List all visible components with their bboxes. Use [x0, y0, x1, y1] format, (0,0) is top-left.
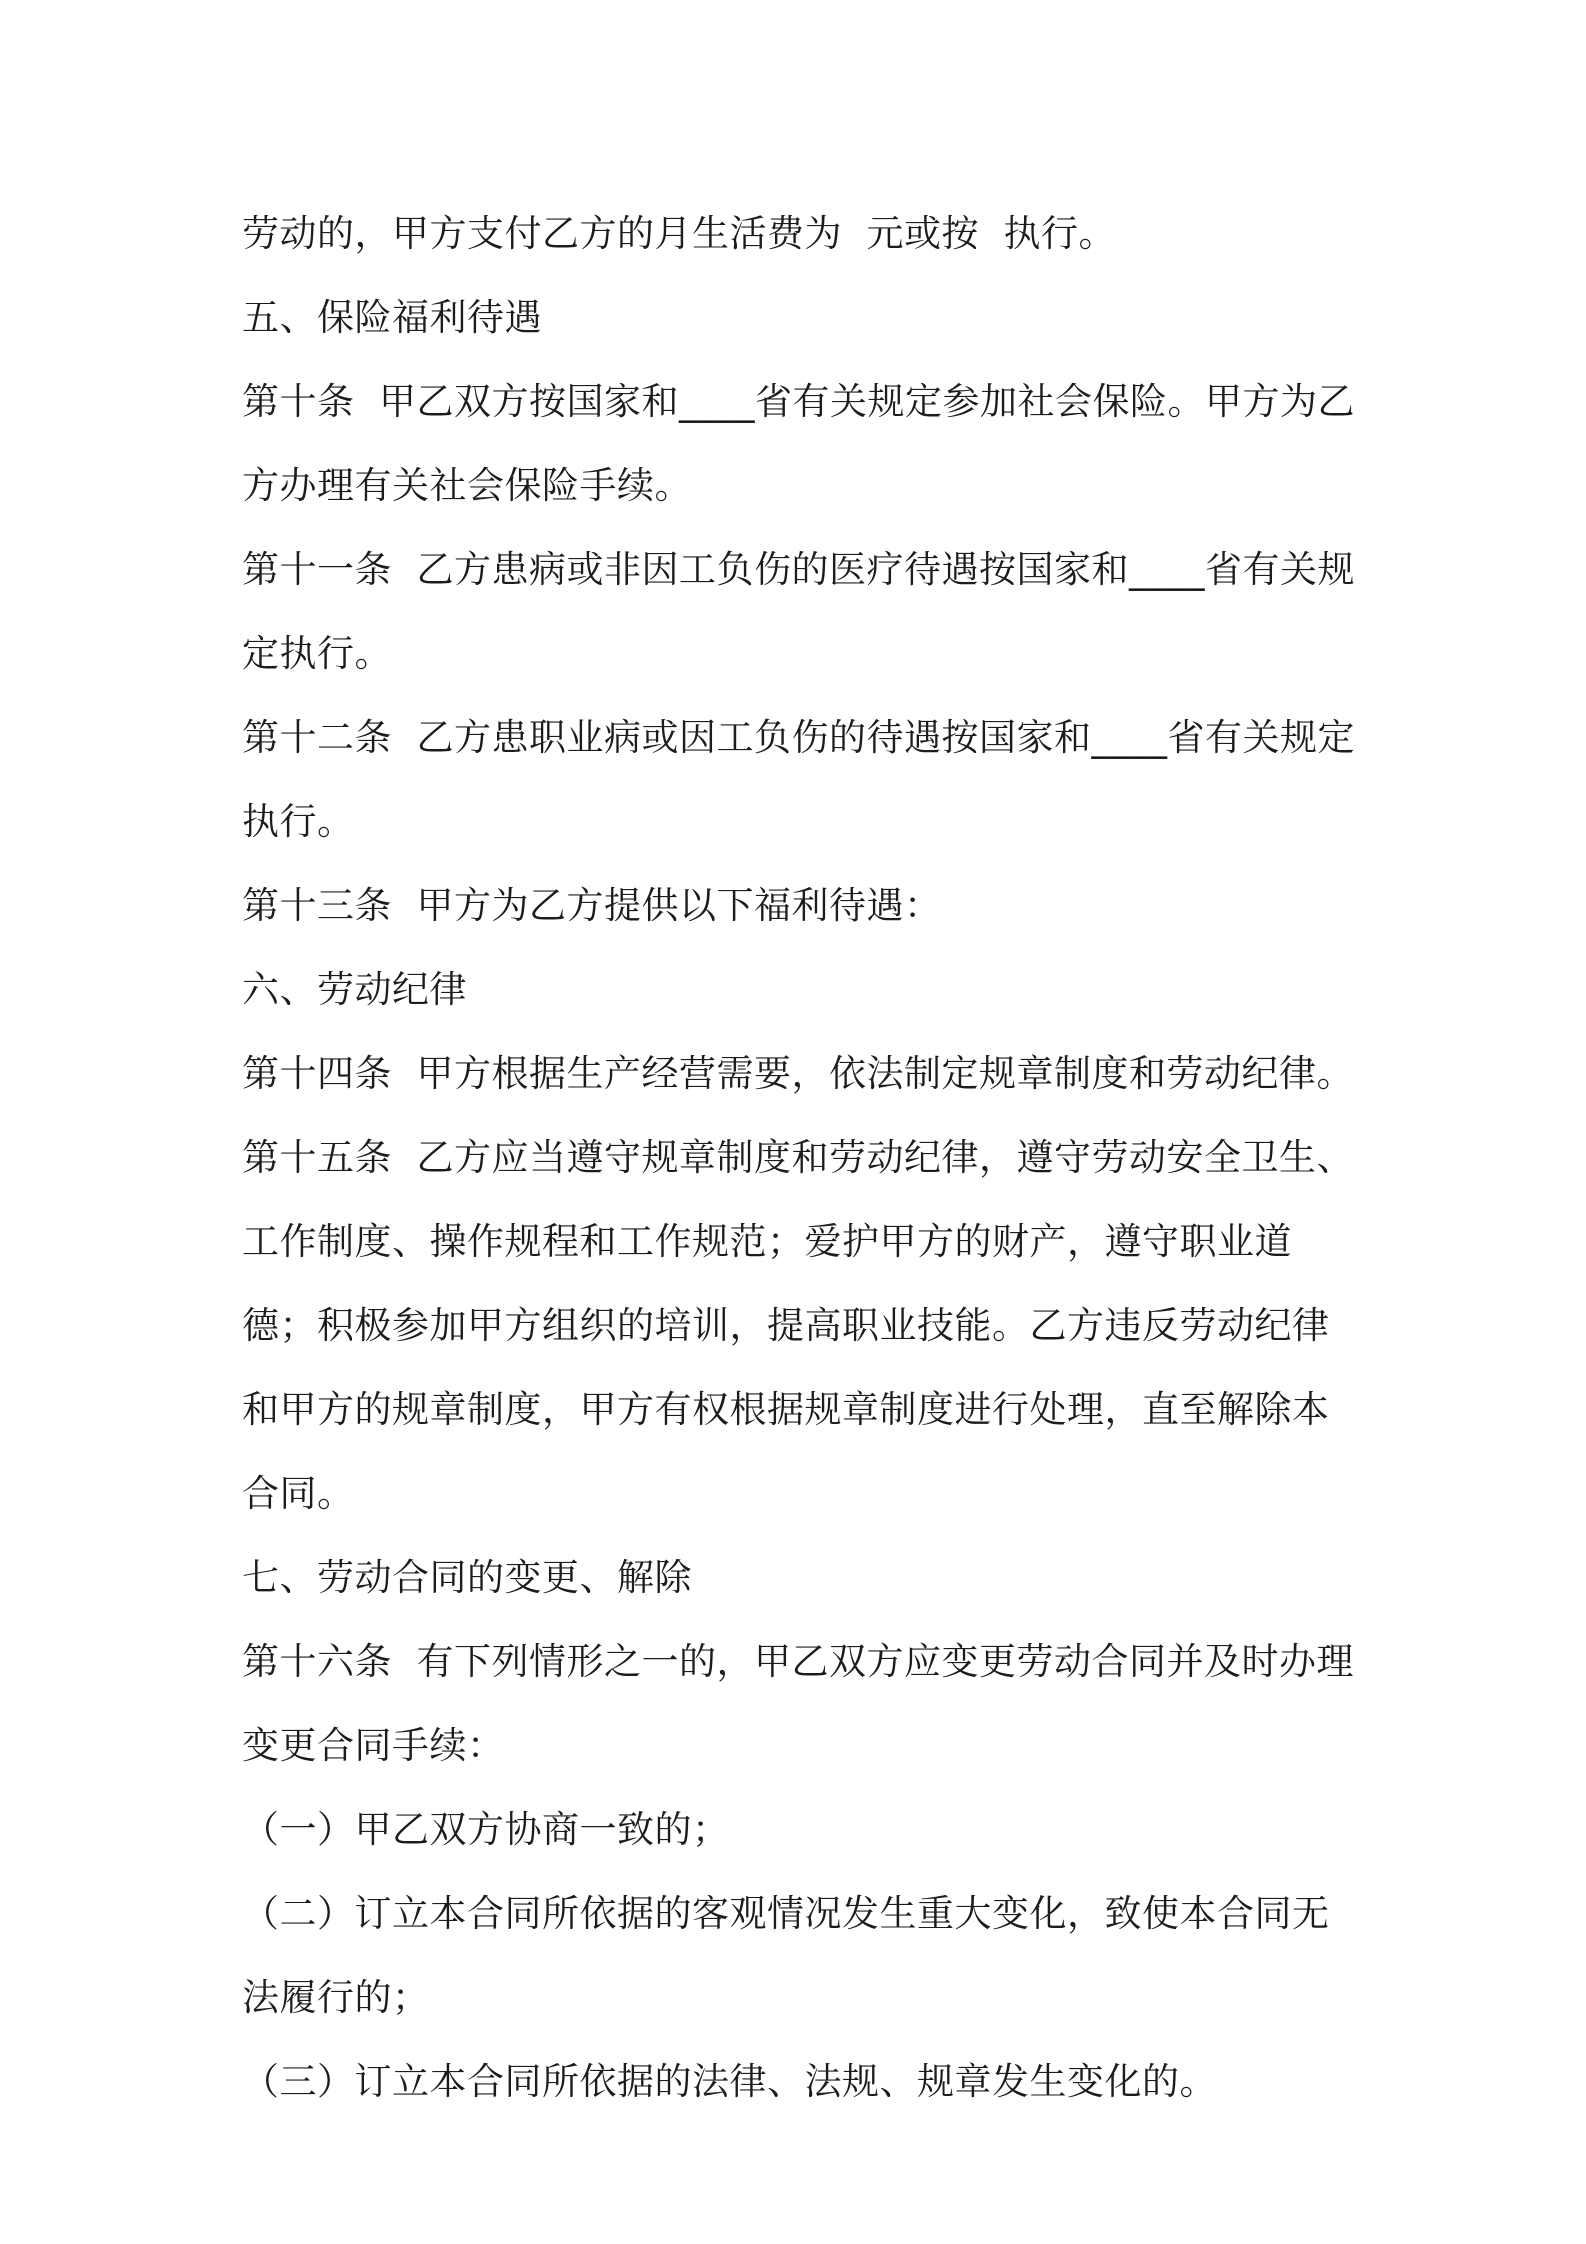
- article-13: 第十三条 甲方为乙方提供以下福利待遇：: [242, 884, 942, 927]
- document-body: [242, 192, 1362, 2124]
- article-12: 第十二条 乙方患职业病或因工负伤的待遇按国家和____省有关规定执行。: [242, 716, 1356, 843]
- article-11: 第十一条 乙方患病或非因工负伤的医疗待遇按国家和____省有关规定执行。: [242, 548, 1356, 675]
- article-10: 第十条 甲乙双方按国家和____省有关规定参加社会保险。甲方为乙方办理有关社会保险手续。: [242, 380, 1356, 507]
- section-heading-insurance-benefits: 五、保险福利待遇: [242, 296, 542, 339]
- list-item-2: （二）订立本合同所依据的客观情况发生重大变化，致使本合同无法履行的；: [242, 1892, 1330, 2019]
- paragraph-living-allowance: 劳动的，甲方支付乙方的月生活费为 元或按 执行。: [242, 212, 1117, 255]
- list-item-3: （三）订立本合同所依据的法律、法规、规章发生变化的。: [242, 2060, 1217, 2103]
- list-item-1: （一）甲乙双方协商一致的；: [242, 1808, 730, 1851]
- article-15: 第十五条 乙方应当遵守规章制度和劳动纪律，遵守劳动安全卫生、工作制度、操作规程和工作规范；爱护甲方的财产，遵守职业道德；积极参加甲方组织的培训，提高职业技能。乙方违反劳动纪律和甲方的规章制度，甲方有权根据规章制度进行处理，直至解除本合同。: [242, 1136, 1355, 1515]
- section-heading-contract-change: 七、劳动合同的变更、解除: [242, 1556, 692, 1599]
- section-heading-labor-discipline: 六、劳动纪律: [242, 968, 467, 1011]
- article-16: 第十六条 有下列情形之一的，甲乙双方应变更劳动合同并及时办理变更合同手续：: [242, 1640, 1355, 1767]
- article-14: 第十四条 甲方根据生产经营需要，依法制定规章制度和劳动纪律。: [242, 1052, 1355, 1095]
